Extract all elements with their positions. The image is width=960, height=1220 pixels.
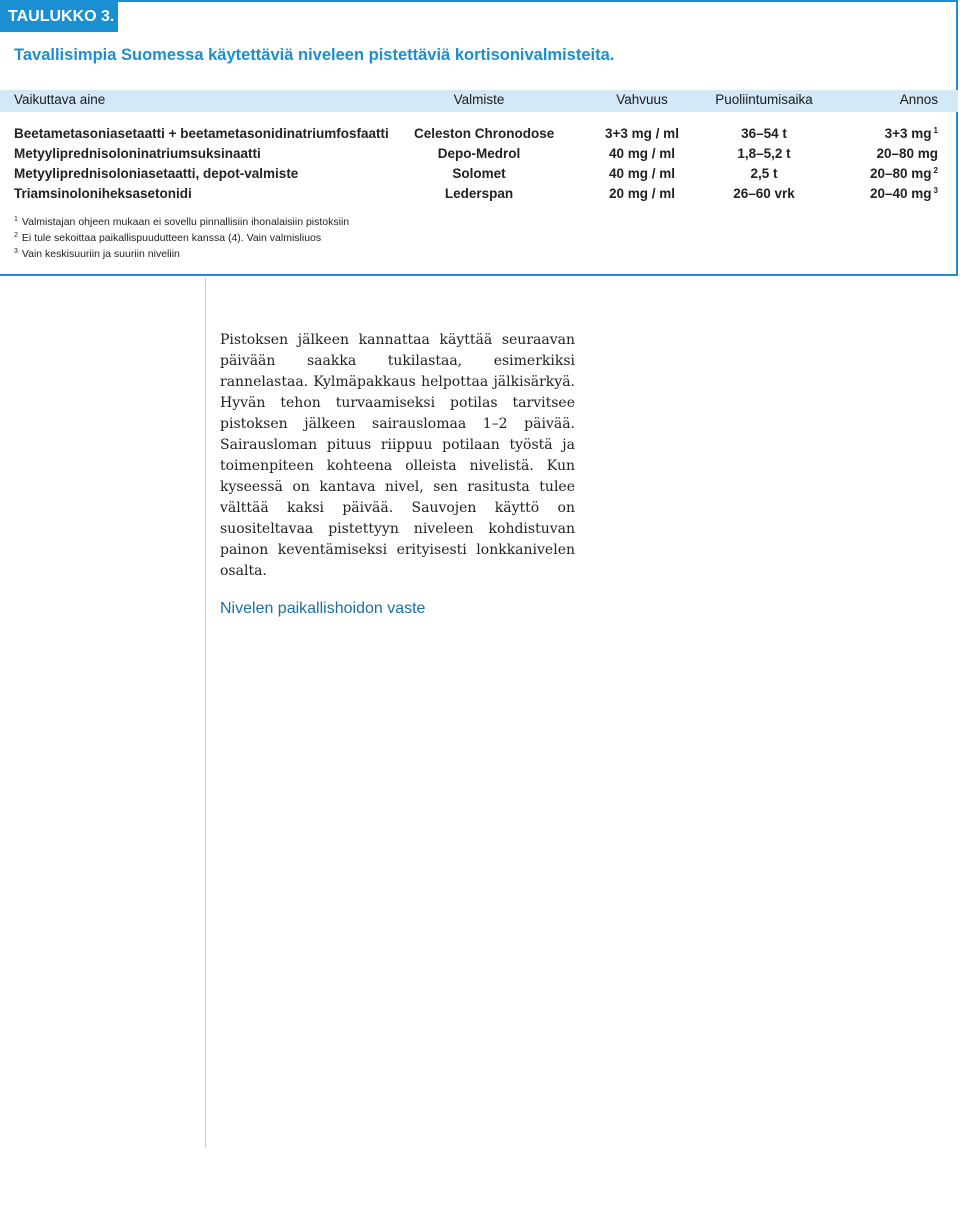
col-header-valmiste: Valmiste bbox=[453, 92, 505, 107]
col-header-vahvuus: Vahvuus bbox=[616, 92, 668, 107]
footnote-number: 1 bbox=[14, 216, 18, 223]
table-footnote bbox=[14, 248, 180, 260]
cell-vahvuus: 40 mg / ml bbox=[608, 146, 676, 161]
cell-annos bbox=[820, 166, 938, 181]
col-header-annos: Annos bbox=[899, 92, 938, 107]
table-footnote bbox=[14, 232, 321, 244]
footnote-text: Valmistajan ohjeen mukaan ei sovellu pinnallisiin ihonalaisiin pistoksiin bbox=[21, 216, 350, 228]
table-row bbox=[0, 126, 958, 146]
column-divider bbox=[205, 278, 206, 1148]
cell-valmiste: Lederspan bbox=[444, 186, 514, 201]
cell-aika: 2,5 t bbox=[750, 166, 778, 181]
table-footnote bbox=[14, 216, 349, 228]
col-header-aine: Vaikuttava aine bbox=[14, 92, 106, 107]
col-header-aika: Puoliintumisaika bbox=[715, 92, 813, 107]
table-row bbox=[0, 186, 958, 206]
table-label: TAULUKKO 3. bbox=[0, 2, 118, 32]
footnote-ref: 1 bbox=[933, 126, 938, 135]
table-panel bbox=[0, 0, 958, 276]
article-paragraph: Pistoksen jälkeen kannattaa käyttää seuraavan päivään saakka tukilastaa, esimerkiksi rannelastaa. Kylmäpakkaus helpottaa jälkisärkyä. Hyvän tehon turvaamiseksi potilas tarvitsee pistoksen jälkeen sairauslomaa 1–2 päivää. Sairausloman pituus riippuu potilaan työstä ja toimenpiteen kohteena olleista nivelistä. Kun kyseessä on kantava nivel, sen rasitusta tulee välttää kaksi päivää. Sauvojen käyttö on suositeltavaa pistettyyn niveleen kohdistuvan painon keventämiseksi erityisesti lonkkanivelen osalta. bbox=[220, 332, 575, 579]
cell-aika: 26–60 vrk bbox=[733, 186, 795, 201]
footnote-number: 3 bbox=[14, 248, 18, 255]
cell-valmiste: Celeston Chronodose bbox=[414, 126, 555, 141]
cell-annos bbox=[820, 186, 938, 201]
cell-aika: 1,8–5,2 t bbox=[737, 146, 791, 161]
annos-value: 3+3 mg bbox=[884, 126, 932, 141]
article-column-1 bbox=[220, 330, 575, 625]
cell-aine: Metyyliprednisoloninatriumsuksinaatti bbox=[14, 146, 261, 161]
footnote-text: Ei tule sekoittaa paikallispuudutteen kanssa (4). Vain valmisliuos bbox=[21, 232, 322, 244]
annos-value: 20–80 mg bbox=[870, 166, 932, 181]
cell-aine: Triamsinoloniheksasetonidi bbox=[14, 186, 192, 201]
footnote-ref: 2 bbox=[933, 166, 938, 175]
cell-valmiste: Depo-Medrol bbox=[437, 146, 521, 161]
cell-vahvuus: 3+3 mg / ml bbox=[605, 126, 679, 141]
cell-aine: Beetametasoniasetaatti + beetametasonidinatriumfosfaatti bbox=[14, 126, 389, 141]
table-title: Tavallisimpia Suomessa käytettäviä niveleen pistettäviä kortisonivalmisteita. bbox=[14, 46, 615, 64]
section-heading: Nivelen paikallishoidon vaste bbox=[220, 600, 426, 617]
footnote-ref: 3 bbox=[933, 186, 938, 195]
footnote-number: 2 bbox=[14, 232, 18, 239]
cell-aika: 36–54 t bbox=[741, 126, 787, 141]
footnote-text: Vain keskisuuriin ja suuriin niveliin bbox=[21, 248, 180, 260]
cell-aine: Metyyliprednisoloniasetaatti, depot-valmiste bbox=[14, 166, 299, 181]
cell-valmiste: Solomet bbox=[452, 166, 506, 181]
table-header-row bbox=[0, 90, 958, 112]
cell-annos: 20–80 mg bbox=[876, 146, 938, 161]
cell-vahvuus: 20 mg / ml bbox=[608, 186, 676, 201]
table-row bbox=[0, 166, 958, 186]
table-row bbox=[0, 146, 958, 166]
cell-vahvuus: 40 mg / ml bbox=[608, 166, 676, 181]
annos-value: 20–40 mg bbox=[870, 186, 932, 201]
cell-annos bbox=[820, 126, 938, 141]
